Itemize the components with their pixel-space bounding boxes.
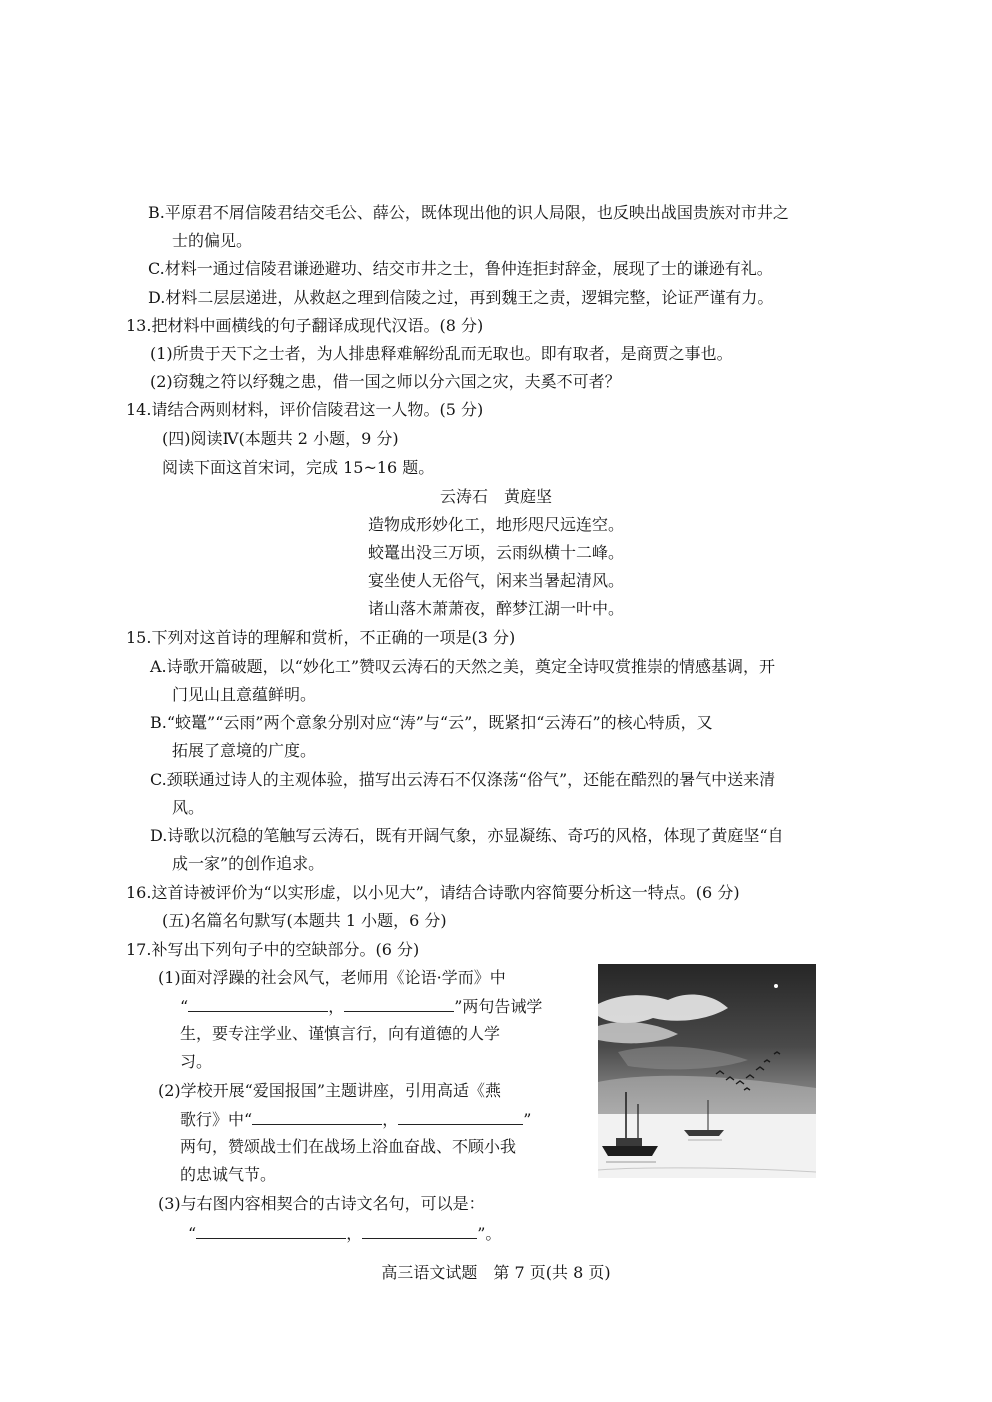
q17-part2-line1: (2)学校开展“爱国报国”主题讲座，引用高适《燕 <box>158 1081 502 1100</box>
q17-part1-line4: 习。 <box>180 1052 213 1071</box>
q17-part2-line2-head: 歌行》中“ <box>180 1110 253 1129</box>
q17-part1-comma: ， <box>328 997 345 1016</box>
q17-part2-line4: 的忠诚气节。 <box>180 1165 277 1184</box>
q15-option-b-line1: B.“蛟鼍”“云雨”两个意象分别对应“涛”与“云”，既紧扣“云涛石”的核心特质，又 <box>150 713 713 732</box>
q17-part3-blank-2[interactable] <box>362 1222 477 1239</box>
q17-part2-blank-1[interactable] <box>252 1108 382 1125</box>
q17-part3-line2 <box>188 1222 501 1245</box>
q13-item1: (1)所贵于天下之士者，为人排患释难解纷乱而无取也。即有取者，是商贾之事也。 <box>150 344 733 363</box>
ink-landscape-illustration <box>598 964 816 1178</box>
q17-part3-open-quote: “ <box>188 1224 197 1243</box>
q15-option-d-line2: 成一家”的创作追求。 <box>172 854 325 873</box>
q15-option-d-line1: D.诗歌以沉稳的笔触写云涛石，既有开阔气象，亦显凝练、奇巧的风格，体现了黄庭坚“自 <box>150 826 784 845</box>
q17-part1-blank-1[interactable] <box>188 995 328 1012</box>
poem-line-4: 诸山落木萧萧夜，醉梦江湖一叶中。 <box>367 599 624 618</box>
q17-part1-line2 <box>180 995 542 1018</box>
q13-item2: (2)窃魏之符以纾魏之患，借一国之师以分六国之灾，夫奚不可者？ <box>150 372 621 391</box>
q15-stem: 15.下列对这首诗的理解和赏析，不正确的一项是(3 分) <box>126 628 516 647</box>
q12-option-b-line2: 士的偏见。 <box>172 231 253 250</box>
q13-stem: 13.把材料中画横线的句子翻译成现代汉语。(8 分) <box>126 316 484 335</box>
poem-line-1: 造物成形妙化工，地形咫尺远连空。 <box>367 515 624 534</box>
q15-option-c-line1: C.颈联通过诗人的主观体验，描写出云涛石不仅涤荡“俗气”，还能在酷烈的暑气中送来清 <box>150 770 776 789</box>
q16-stem: 16.这首诗被评价为“以实形虚，以小见大”，请结合诗歌内容简要分析这一特点。(6 分) <box>126 883 740 902</box>
q17-part3-blank-1[interactable] <box>196 1222 346 1239</box>
page-footer: 高三语文试题 第 7 页(共 8 页) <box>381 1263 611 1282</box>
q17-part1-blank-2[interactable] <box>344 995 454 1012</box>
q15-option-a-line1: A.诗歌开篇破题，以“妙化工”赞叹云涛石的天然之美，奠定全诗叹赏推崇的情感基调，开 <box>150 657 776 676</box>
q17-part2-comma: ， <box>382 1110 399 1129</box>
section4-intro: 阅读下面这首宋词，完成 15~16 题。 <box>162 458 435 477</box>
q17-part3-comma: ， <box>346 1224 363 1243</box>
q17-part2-blank-2[interactable] <box>398 1108 523 1125</box>
poem-line-3: 宴坐使人无俗气，闲来当暑起清风。 <box>367 571 624 590</box>
q17-part2-line3: 两句，赞颂战士们在战场上浴血奋战、不顾小我 <box>180 1137 517 1156</box>
q17-part3-line1: (3)与右图内容相契合的古诗文名句，可以是： <box>158 1194 485 1213</box>
q14-stem: 14.请结合两则材料，评价信陵君这一人物。(5 分) <box>126 400 484 419</box>
q17-part2-line2 <box>180 1108 531 1131</box>
q17-part2-close-quote: ” <box>523 1110 532 1129</box>
q17-part1-open-quote: “ <box>180 997 189 1016</box>
star <box>774 984 778 988</box>
poem-title: 云涛石 黄庭坚 <box>439 487 552 506</box>
q15-option-c-line2: 风。 <box>172 798 205 817</box>
q12-option-d: D.材料二层层递进，从救赵之理到信陵之过，再到魏王之责，逻辑完整，论证严谨有力。 <box>148 288 774 307</box>
q17-part1-line1: (1)面对浮躁的社会风气，老师用《论语·学而》中 <box>158 968 506 987</box>
section5-title: (五)名篇名句默写(本题共 1 小题，6 分) <box>162 911 447 930</box>
q17-part3-close-quote: ”。 <box>477 1224 502 1243</box>
section4-title: (四)阅读Ⅳ(本题共 2 小题，9 分) <box>162 429 399 448</box>
q12-option-c: C.材料一通过信陵君谦逊避功、结交市井之士，鲁仲连拒封辞金，展现了士的谦逊有礼。 <box>148 259 773 278</box>
q15-option-b-line2: 拓展了意境的广度。 <box>172 741 317 760</box>
poem-line-2: 蛟鼍出没三万顷，云雨纵横十二峰。 <box>367 543 624 562</box>
q17-part1-line3: 生，要专注学业、谨慎言行，向有道德的人学 <box>180 1024 501 1043</box>
q17-part1-line2-tail: ”两句告诫学 <box>454 997 543 1016</box>
q15-option-a-line2: 门见山且意蕴鲜明。 <box>172 685 317 704</box>
q17-stem: 17.补写出下列句子中的空缺部分。(6 分) <box>126 940 420 959</box>
q12-option-b-line1: B.平原君不屑信陵君结交毛公、薛公，既体现出他的识人局限，也反映出战国贵族对市井之 <box>148 203 789 222</box>
